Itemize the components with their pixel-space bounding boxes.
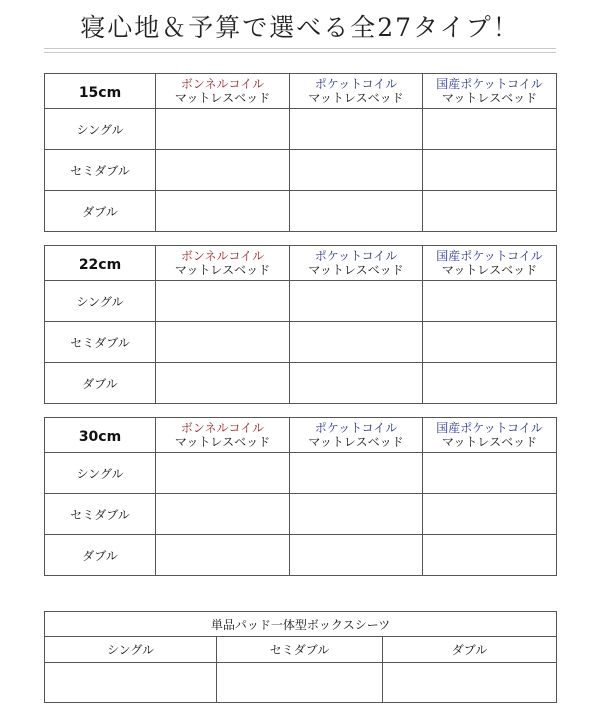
table-row-single: [45, 109, 557, 150]
table-row-double: [45, 535, 557, 576]
product-cell[interactable]: [45, 663, 217, 703]
table-header-row: [45, 246, 557, 281]
sheets-body-row: [45, 663, 557, 703]
column-header-bonnell: ボンネルコイル マットレスベッド: [156, 418, 290, 453]
box-sheets-table: [44, 611, 557, 703]
product-cell[interactable]: [156, 281, 290, 322]
row-label-single: シングル: [45, 453, 156, 494]
product-cell[interactable]: [290, 109, 423, 150]
table-header-row: [45, 74, 557, 109]
thickness-table-30cm: [44, 417, 557, 576]
column-header-bonnell: ボンネルコイル マットレスベッド: [156, 246, 290, 281]
row-label-single: シングル: [45, 281, 156, 322]
product-cell[interactable]: [290, 494, 423, 535]
thickness-label: 30cm: [45, 418, 156, 453]
column-header-pocket: ポケットコイル マットレスベッド: [290, 418, 423, 453]
title-divider-top: [44, 48, 556, 49]
product-cell[interactable]: [423, 191, 557, 232]
column-header-domestic-pocket: 国産ポケットコイル マットレスベッド: [423, 246, 557, 281]
table-row-single: [45, 281, 557, 322]
product-cell[interactable]: [290, 453, 423, 494]
product-cell[interactable]: [290, 150, 423, 191]
table-row-double: [45, 191, 557, 232]
product-cell[interactable]: [156, 494, 290, 535]
sheets-col-semi-double: セミダブル: [217, 637, 383, 663]
product-cell[interactable]: [290, 535, 423, 576]
thickness-label: 15cm: [45, 74, 156, 109]
table-row-double: [45, 363, 557, 404]
page-title: 寝心地＆予算で選べる全27タイプ！: [80, 13, 520, 42]
product-cell[interactable]: [290, 363, 423, 404]
product-cell[interactable]: [423, 109, 557, 150]
product-cell[interactable]: [423, 281, 557, 322]
table-header-row: [45, 418, 557, 453]
product-cell[interactable]: [290, 322, 423, 363]
column-header-domestic-pocket: 国産ポケットコイル マットレスベッド: [423, 74, 557, 109]
sheets-header-row: [45, 637, 557, 663]
table-row-semi-double: [45, 150, 557, 191]
product-cell[interactable]: [156, 191, 290, 232]
product-cell[interactable]: [290, 281, 423, 322]
product-cell[interactable]: [383, 663, 557, 703]
product-cell[interactable]: [423, 150, 557, 191]
row-label-double: ダブル: [45, 363, 156, 404]
table-row-single: [45, 453, 557, 494]
product-cell[interactable]: [290, 191, 423, 232]
table-row-semi-double: [45, 494, 557, 535]
thickness-label: 22cm: [45, 246, 156, 281]
product-cell[interactable]: [423, 453, 557, 494]
sheets-title: 単品パッド一体型ボックスシーツ: [45, 612, 557, 637]
column-header-pocket: ポケットコイル マットレスベッド: [290, 74, 423, 109]
product-cell[interactable]: [423, 363, 557, 404]
row-label-semi-double: セミダブル: [45, 322, 156, 363]
product-cell[interactable]: [423, 535, 557, 576]
row-label-double: ダブル: [45, 535, 156, 576]
sheets-title-row: [45, 612, 557, 637]
sheets-col-double: ダブル: [383, 637, 557, 663]
product-cell[interactable]: [156, 150, 290, 191]
row-label-double: ダブル: [45, 191, 156, 232]
thickness-table-22cm: [44, 245, 557, 404]
thickness-table-15cm: [44, 73, 557, 232]
product-cell[interactable]: [156, 109, 290, 150]
column-header-domestic-pocket: 国産ポケットコイル マットレスベッド: [423, 418, 557, 453]
title-divider-bottom: [44, 52, 556, 53]
column-header-bonnell: ボンネルコイル マットレスベッド: [156, 74, 290, 109]
row-label-semi-double: セミダブル: [45, 150, 156, 191]
column-header-pocket: ポケットコイル マットレスベッド: [290, 246, 423, 281]
row-label-semi-double: セミダブル: [45, 494, 156, 535]
product-cell[interactable]: [423, 322, 557, 363]
product-cell[interactable]: [156, 453, 290, 494]
product-cell[interactable]: [217, 663, 383, 703]
product-cell[interactable]: [156, 363, 290, 404]
table-row-semi-double: [45, 322, 557, 363]
sheets-col-single: シングル: [45, 637, 217, 663]
product-cell[interactable]: [156, 322, 290, 363]
product-cell[interactable]: [423, 494, 557, 535]
product-cell[interactable]: [156, 535, 290, 576]
row-label-single: シングル: [45, 109, 156, 150]
